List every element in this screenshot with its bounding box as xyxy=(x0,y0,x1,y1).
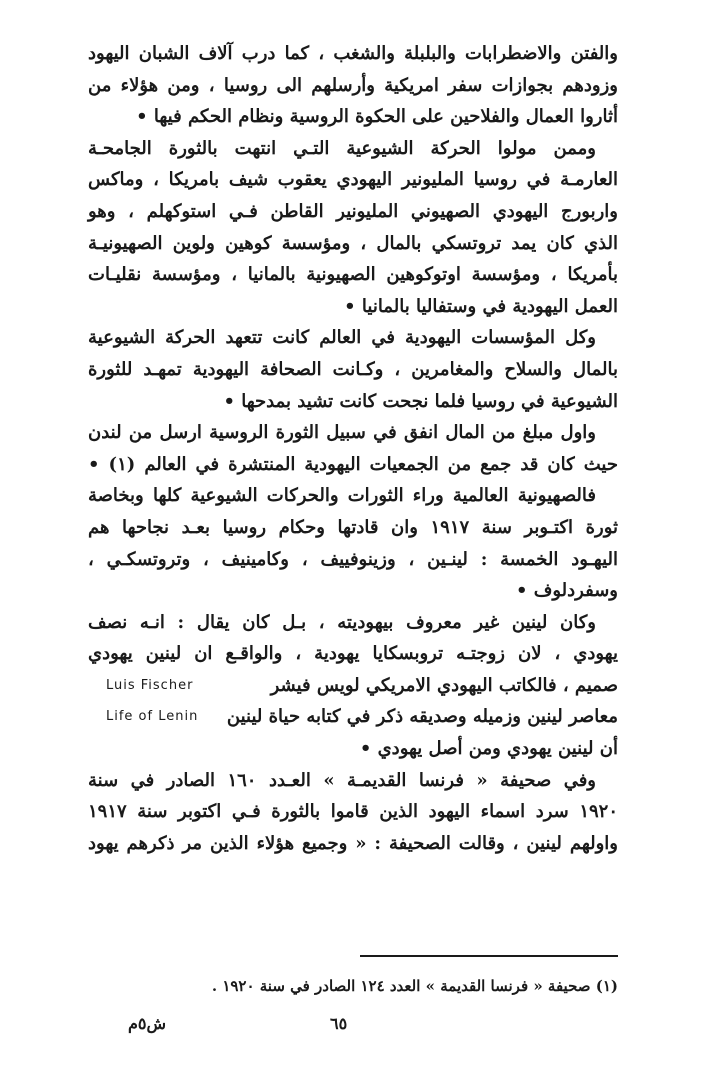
text-line-with-latin xyxy=(88,701,618,733)
paragraph-start-line: وممن مولوا الحركة الشيوعية التـي انتهت بالثورة الجامحـة xyxy=(88,137,596,159)
paragraph-start-line: فالصهيونية العالمية وراء الثورات والحركات الشيوعية كلها وبخاصة xyxy=(88,485,596,507)
text-line: العارمـة في روسيا المليونير اليهودي يعقوب شيف بامريكا ، وماكس xyxy=(88,169,618,191)
text-line: يهودي ، لان زوجتـه تروبسكايا يهودية ، والواقـع ان لينين يهودي xyxy=(88,643,618,665)
text-line: معاصر لينين وزميله وصديقه ذكر في كتابه حياة لينين xyxy=(226,706,618,728)
text-line: والفتن والاضطرابات والبلبلة والشغب ، كما درب آلاف الشبان اليهود xyxy=(88,43,618,64)
text-line: أثاروا العمال والفلاحين على الحكوة الروسية ونظام الحكم فيها • xyxy=(136,106,618,128)
text-line: الشيوعية في روسيا فلما نجحت كانت تشيد بمدحها • xyxy=(223,390,618,412)
text-line: وزودهم بجوازات سفر امريكية وأرسلهم الى روسيا ، ومن هؤلاء من xyxy=(88,74,618,96)
body-text xyxy=(88,38,618,859)
text-line: ١٩٢٠ سرد اسماء اليهود الذين قاموا بالثورة فـي اكتوبر سنة ١٩١٧ xyxy=(88,801,618,823)
page-number: ٦٥ xyxy=(330,1014,348,1033)
text-line: وسفردلوف • xyxy=(515,580,618,602)
text-line: بالمال والسلاح والمغامرين ، وكـانت الصحافة اليهودية تمهـد للثورة xyxy=(88,358,618,380)
printer-signature: ش٥م xyxy=(128,1014,167,1033)
latin-author-name: Luis Fischer xyxy=(106,677,194,693)
text-line: صميم ، فالكاتب اليهودي الامريكي لويس فيشر xyxy=(270,674,618,696)
footnote: (١) صحيفة « فرنسا القديمة » العدد ١٢٤ الصادر في سنة ١٩٢٠ . xyxy=(211,977,618,995)
paragraph-start-line: واول مبلغ من المال انفق في سبيل الثورة الروسية ارسل من لندن xyxy=(88,422,596,444)
text-line: ثورة اكتـوبر سنة ١٩١٧ وان قادتها وحكام روسيا بعـد نجاحها هم xyxy=(88,516,618,538)
footnote-divider xyxy=(360,955,618,957)
paragraph-start-line: وكان لينين غير معروف بيهوديته ، بـل كان يقال : انـه نصف xyxy=(88,611,596,633)
text-line: واربورج اليهودي الصهيوني المليونير القاطن فـي استوكهلم ، وهو xyxy=(88,200,618,222)
latin-book-title: Life of Lenin xyxy=(106,709,199,725)
text-line-with-latin xyxy=(88,670,618,702)
paragraph-start-line: وفي صحيفة « فرنسا القديمـة » العـدد ١٦٠ الصادر في سنة xyxy=(88,769,597,791)
text-line: اليهـود الخمسة : لينـين ، وزينوفييف ، وكامينيف ، وتروتسكـي ، xyxy=(88,548,618,570)
text-line: أن لينين يهودي ومن أصل يهودي • xyxy=(359,738,618,760)
text-line: العمل اليهودية في وستفاليا بالمانيا • xyxy=(344,295,618,317)
text-line: حيث كان قد جمع من الجمعيات اليهودية المنتشرة في العالم (١) • xyxy=(88,453,618,475)
paragraph-start-line: وكل المؤسسات اليهودية في العالم كانت تتعهد الحركة الشيوعية xyxy=(88,327,596,349)
text-line: الذي كان يمد تروتسكي بالمال ، ومؤسسة كوهين ولوين الصهيونيـة xyxy=(88,232,618,254)
text-line: واولهم لينين ، وقالت الصحيفة : « وجميع هؤلاء الذين مر ذكرهم يهود xyxy=(88,832,618,854)
text-line: بأمريكا ، ومؤسسة اوتوكوهين الصهيونية بالمانيا ، ومؤسسة نقليـات xyxy=(88,264,618,286)
